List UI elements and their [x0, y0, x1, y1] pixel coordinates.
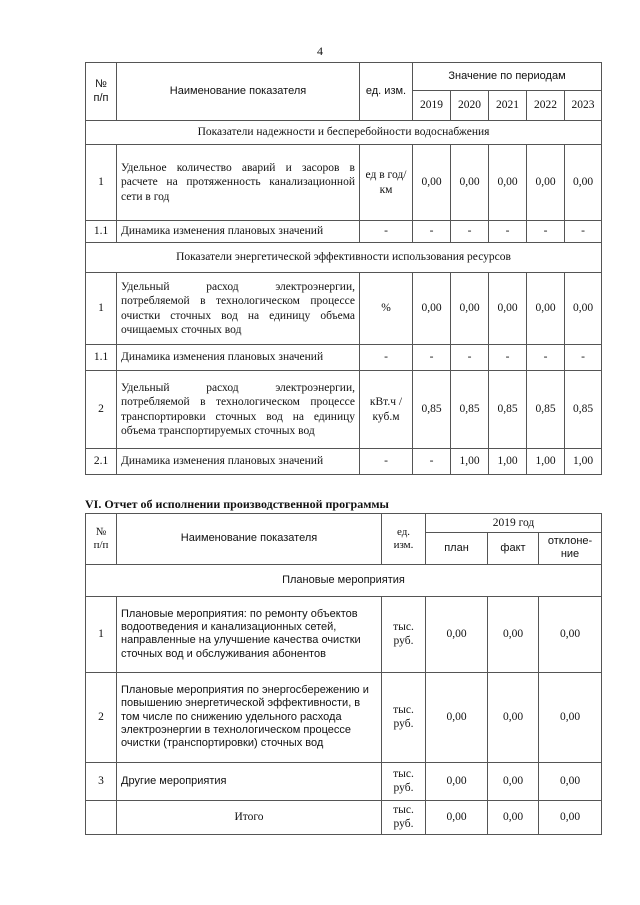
table-row: [86, 672, 602, 762]
row-deviation: 0,00: [539, 762, 602, 800]
row-fact: 0,00: [488, 672, 539, 762]
row-num: 1.1: [86, 221, 117, 243]
row-plan: 0,00: [426, 596, 488, 672]
row-value: 1,00: [565, 449, 602, 475]
row-value: 0,85: [565, 371, 602, 449]
row-value: -: [451, 345, 489, 371]
row-unit: кВт.ч / куб.м: [360, 371, 413, 449]
row-value: -: [489, 221, 527, 243]
row-deviation: 0,00: [539, 672, 602, 762]
row-value: 0,00: [413, 273, 451, 345]
row-unit: -: [360, 221, 413, 243]
col-header-year: 2023: [565, 91, 602, 121]
col-header-num: № п/п: [86, 63, 117, 121]
row-value: 0,85: [413, 371, 451, 449]
row-value: 0,00: [527, 273, 565, 345]
table-row: [86, 596, 602, 672]
row-value: -: [413, 221, 451, 243]
row-num-empty: [86, 800, 117, 834]
row-unit: -: [360, 345, 413, 371]
table-row: [86, 449, 602, 475]
row-unit: %: [360, 273, 413, 345]
row-value: -: [565, 221, 602, 243]
row-deviation: 0,00: [539, 800, 602, 834]
page-number: 4: [317, 44, 323, 58]
row-value: 0,00: [565, 145, 602, 221]
row-unit: тыс. руб.: [382, 762, 426, 800]
table-row-total: [86, 800, 602, 834]
table-row: [86, 371, 602, 449]
row-value: 0,00: [413, 145, 451, 221]
row-fact: 0,00: [488, 800, 539, 834]
row-value: -: [565, 345, 602, 371]
row-num: 1: [86, 273, 117, 345]
col-header-year: 2019: [413, 91, 451, 121]
row-name: Динамика изменения плановых значений: [117, 345, 360, 371]
row-num: 1: [86, 596, 117, 672]
row-value: 0,00: [489, 145, 527, 221]
col-header-fact: факт: [488, 533, 539, 565]
row-name: Динамика изменения плановых значений: [117, 221, 360, 243]
row-value: -: [413, 345, 451, 371]
row-plan: 0,00: [426, 672, 488, 762]
row-name: Итого: [117, 800, 382, 834]
row-value: -: [451, 221, 489, 243]
report-table: [85, 513, 602, 835]
row-value: 1,00: [527, 449, 565, 475]
row-value: 0,00: [527, 145, 565, 221]
row-plan: 0,00: [426, 762, 488, 800]
table-row: [86, 145, 602, 221]
row-name: Удельное количество аварий и засоров в расчете на протяженность канализационной сети в год: [117, 145, 360, 221]
row-value: -: [527, 345, 565, 371]
row-unit: тыс. руб.: [382, 672, 426, 762]
table-row: [86, 273, 602, 345]
row-num: 1: [86, 145, 117, 221]
row-name: Динамика изменения плановых значений: [117, 449, 360, 475]
table-row: [86, 762, 602, 800]
col-header-name: Наименование показателя: [117, 514, 382, 565]
section-title-planned: Плановые мероприятия: [86, 564, 602, 596]
col-header-plan: план: [426, 533, 488, 565]
row-value: 0,85: [451, 371, 489, 449]
row-unit: тыс. руб.: [382, 596, 426, 672]
row-value: 0,85: [527, 371, 565, 449]
row-value: 0,00: [451, 145, 489, 221]
col-header-year: 2022: [527, 91, 565, 121]
row-num: 2.1: [86, 449, 117, 475]
row-name: Удельный расход электроэнергии, потребляемой в технологическом процессе очистки сточных вод на единицу объема очищаемых сточных вод: [117, 273, 360, 345]
row-name: Другие мероприятия: [117, 762, 382, 800]
col-header-year: 2019 год: [426, 514, 602, 533]
col-header-deviation: отклоне-ние: [539, 533, 602, 565]
col-header-year: 2021: [489, 91, 527, 121]
col-header-year: 2020: [451, 91, 489, 121]
row-value: -: [489, 345, 527, 371]
section-heading: VI. Отчет об исполнении производственной программы: [85, 497, 389, 511]
row-value: 0,00: [451, 273, 489, 345]
row-fact: 0,00: [488, 596, 539, 672]
row-value: -: [527, 221, 565, 243]
targets-table: [85, 62, 602, 475]
row-plan: 0,00: [426, 800, 488, 834]
row-name: Плановые мероприятия по энергосбережению и повышению энергетической эффективности, в том числе по снижению удельного расхода электроэнергии в технологическом процессе очистки (транспортировки) сточных вод: [117, 672, 382, 762]
row-num: 2: [86, 371, 117, 449]
row-num: 1.1: [86, 345, 117, 371]
row-fact: 0,00: [488, 762, 539, 800]
row-deviation: 0,00: [539, 596, 602, 672]
row-unit: ед в год/ км: [360, 145, 413, 221]
row-unit: -: [360, 449, 413, 475]
row-value: 1,00: [489, 449, 527, 475]
row-num: 2: [86, 672, 117, 762]
row-unit: тыс. руб.: [382, 800, 426, 834]
col-header-periods: Значение по периодам: [413, 63, 602, 91]
row-value: 0,00: [489, 273, 527, 345]
col-header-unit: ед. изм.: [382, 514, 426, 565]
section-title-reliability: Показатели надежности и бесперебойности водоснабжения: [86, 121, 602, 145]
row-num: 3: [86, 762, 117, 800]
row-value: 1,00: [451, 449, 489, 475]
section-title-energy: Показатели энергетической эффективности использования ресурсов: [86, 243, 602, 273]
row-value: -: [413, 449, 451, 475]
col-header-unit: ед. изм.: [360, 63, 413, 121]
col-header-name: Наименование показателя: [117, 63, 360, 121]
table-row: [86, 221, 602, 243]
row-name: Удельный расход электроэнергии, потребляемой в технологическом процессе транспортировки сточных вод на единицу объема транспортируемых сточных вод: [117, 371, 360, 449]
row-value: 0,00: [565, 273, 602, 345]
row-name: Плановые мероприятия: по ремонту объектов водоотведения и канализационных сетей, направленные на улучшение качества очистки сточных вод и обслуживания абонентов: [117, 596, 382, 672]
table-row: [86, 345, 602, 371]
row-value: 0,85: [489, 371, 527, 449]
col-header-num: № п/п: [86, 514, 117, 565]
